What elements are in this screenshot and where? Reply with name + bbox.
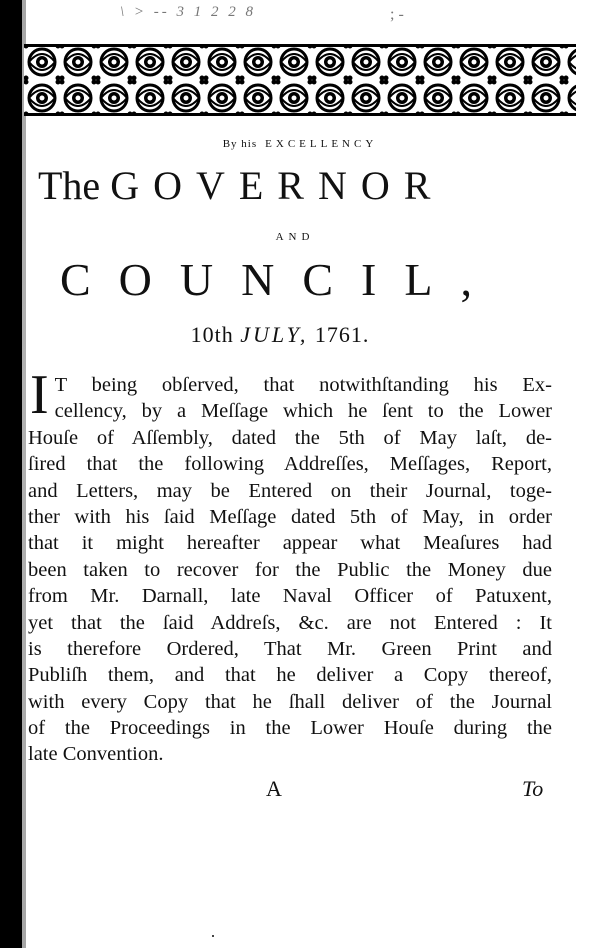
body-line: Houſe of Aſſembly, dated the 5th of May laſt, de-: [28, 426, 552, 449]
order-body: [28, 364, 552, 768]
date-line: [0, 322, 560, 348]
body-line: Publiſh them, and that he deliver a Copy thereof,: [28, 664, 552, 687]
body-line: from Mr. Darnall, late Naval Officer of Patuxent,: [28, 585, 552, 608]
page-footer: [0, 776, 600, 806]
by-prefix: By his: [222, 138, 258, 150]
title-the: The: [38, 163, 101, 208]
body-line: of the Proceedings in the Lower Houſe during the: [28, 717, 552, 740]
body-line: cellency, by a Meſſage which he ſent to the Lower: [54, 400, 552, 423]
scan-speck: [212, 935, 214, 937]
body-line: and Letters, may be Entered on their Journal, toge-: [28, 479, 552, 502]
by-his-excellency: [0, 138, 600, 150]
body-line: ſired that the following Addreſſes, Meſſages, Report,: [28, 453, 552, 476]
body-line: with every Copy that he ſhall deliver of the Journal: [28, 690, 552, 713]
date-year: 1761.: [314, 322, 370, 347]
body-line: that it might hereafter appear what Meaſures had: [28, 532, 552, 555]
body-line: been taken to recover for the Public the Money due: [28, 558, 552, 581]
catalog-mark: \ > -- 3 1 2 2 8: [120, 4, 257, 20]
title-governor: [38, 162, 558, 209]
drop-cap: I: [30, 364, 49, 426]
date-day: 10th: [190, 322, 234, 347]
ornamental-header-band: [24, 44, 576, 116]
body-line: ther with his ſaid Meſſage dated 5th of May, in order: [28, 505, 552, 528]
by-word: EXCELLENCY: [265, 138, 378, 150]
body-line: T being obſerved, that notwithſtanding his Ex-: [54, 374, 552, 396]
body-line: late Convention.: [28, 743, 164, 766]
signature-mark: A: [266, 776, 282, 801]
corner-mark: ; -: [390, 6, 404, 23]
title-governor-word: GOVERNOR: [110, 163, 445, 208]
body-line: yet that the ſaid Addreſs, &c. are not Entered : It: [28, 611, 552, 634]
and-line: AND: [275, 231, 315, 243]
date-month: JULY,: [240, 322, 309, 347]
title-council: COUNCIL,: [60, 254, 500, 305]
catchword: To: [522, 776, 544, 801]
body-line: is therefore Ordered, That Mr. Green Print and: [28, 637, 552, 660]
